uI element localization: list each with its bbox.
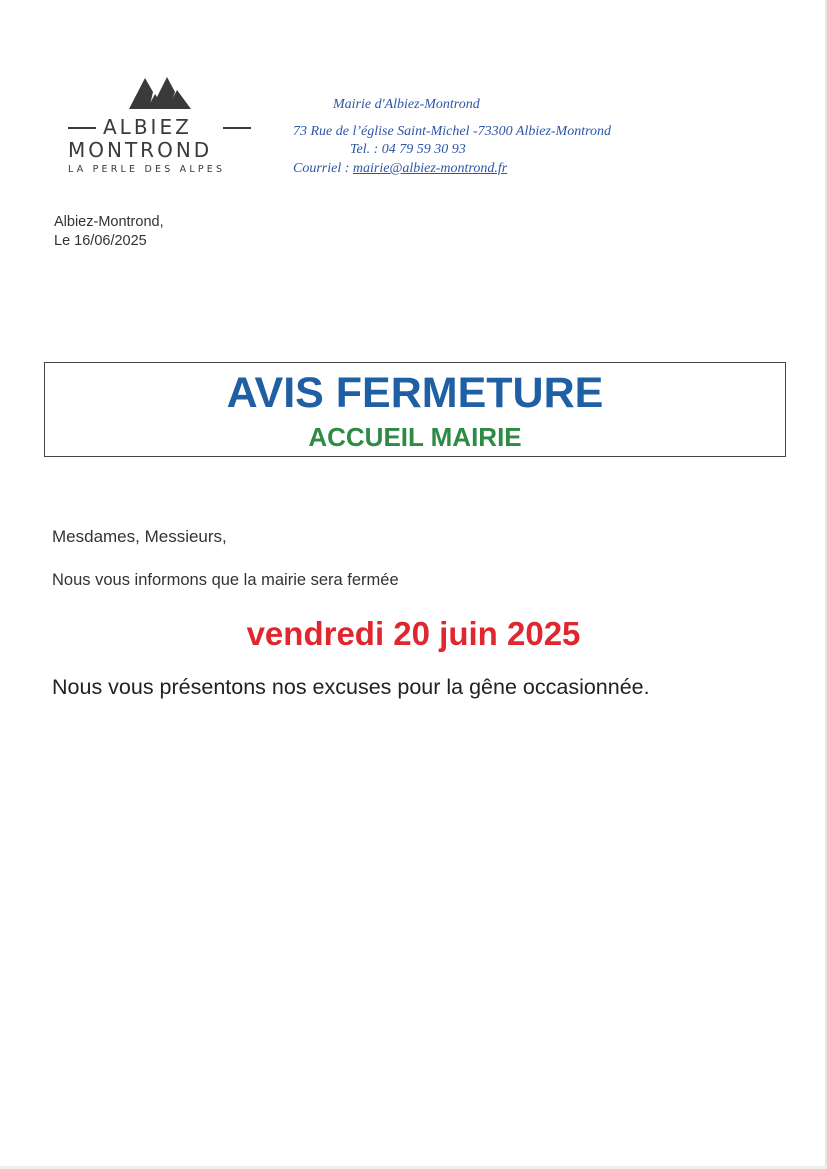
mairie-phone: Tel. : 04 79 59 30 93 [350, 142, 466, 157]
notice-subtitle: ACCUEIL MAIRIE [308, 422, 522, 452]
logo-tagline: LA PERLE DES ALPES [68, 164, 226, 175]
mountain-icon [129, 76, 193, 110]
mairie-address: 73 Rue de l’église Saint-Michel -73300 Albiez-Montrond [293, 124, 612, 139]
mairie-email-line [293, 160, 507, 177]
logo [62, 76, 262, 181]
notice-title: AVIS FERMETURE [226, 369, 604, 417]
logo-line-1 [68, 116, 258, 138]
logo-word-albiez: ALBIEZ [103, 115, 192, 139]
greeting: Mesdames, Messieurs, [52, 527, 227, 546]
notice-title-box [44, 362, 786, 457]
letter-place: Albiez-Montrond, [54, 214, 164, 230]
apology-text: Nous vous présentons nos excuses pour la gêne occasionnée. [52, 675, 650, 699]
email-label: Courriel : [293, 161, 353, 176]
email-link[interactable]: mairie@albiez-montrond.fr [352, 161, 508, 176]
mairie-name: Mairie d'Albiez-Montrond [333, 97, 480, 112]
logo-word-montrond: MONTROND [68, 138, 213, 162]
logo-dash-left [68, 127, 96, 129]
closure-info: Nous vous informons que la mairie sera fermée [52, 571, 399, 589]
logo-dash-right [223, 127, 251, 129]
closure-date: vendredi 20 juin 2025 [246, 615, 581, 652]
letter-date: Le 16/06/2025 [54, 233, 147, 249]
